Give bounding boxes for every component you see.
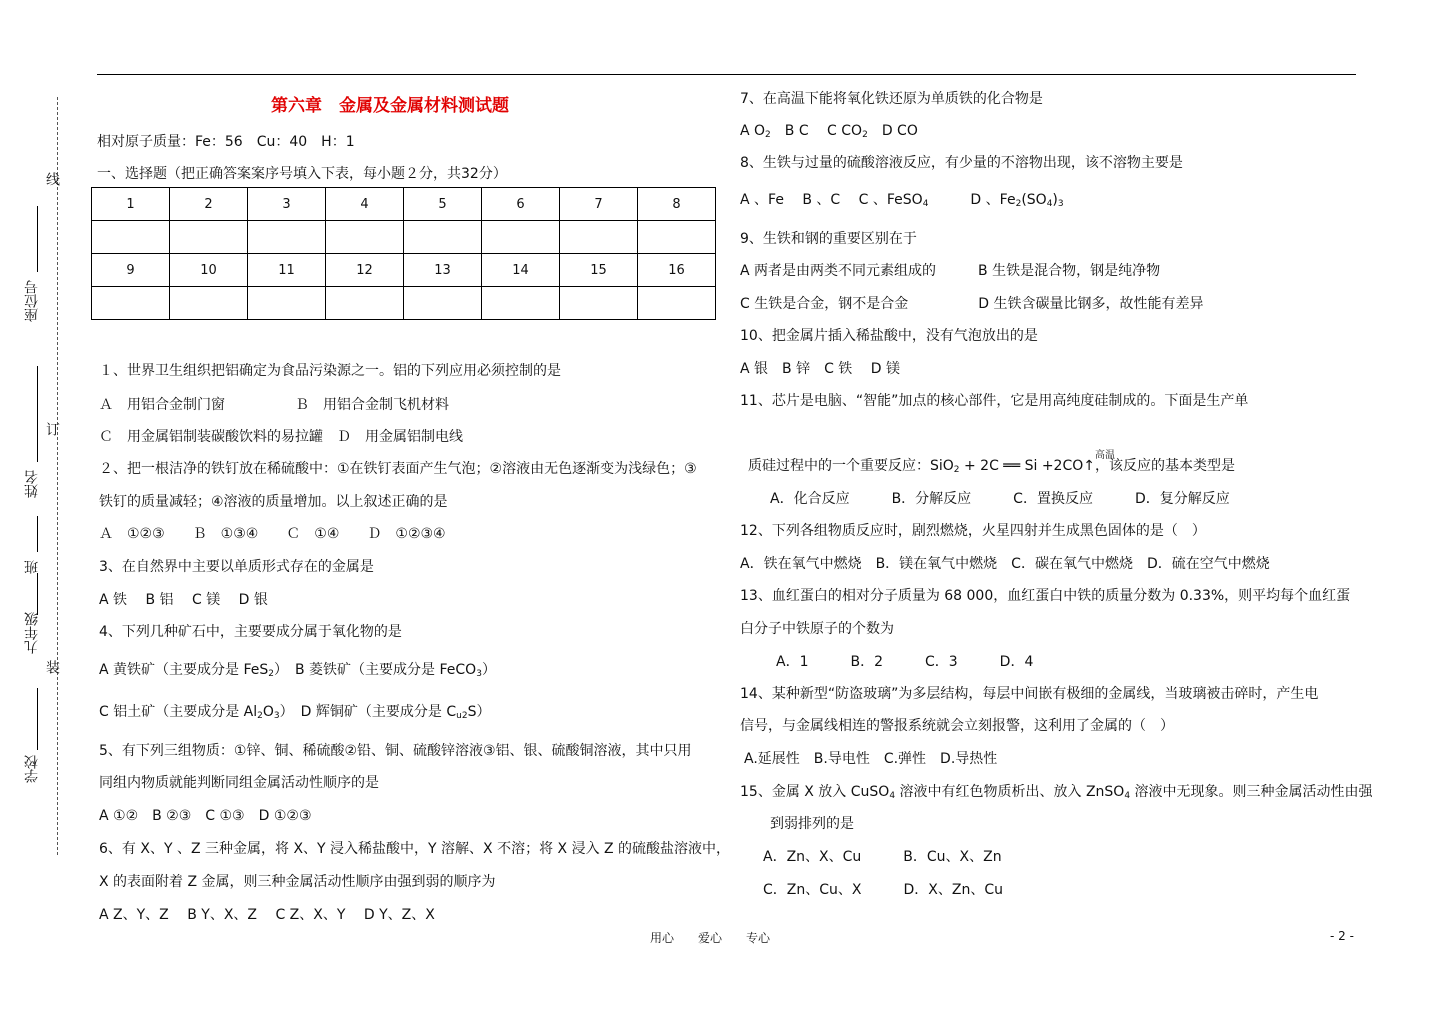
q9-options-ab: A 两者是由两类不同元素组成的 B 生铁是混合物，钢是纯净物 [740, 263, 1161, 279]
q4-options-cd [99, 701, 490, 721]
q11-stem-line2 [748, 455, 1235, 475]
q9-stem: 9、生铁和钢的重要区别在于 [740, 231, 917, 247]
side-school-label: 学校 [24, 755, 40, 783]
answer-cell[interactable] [404, 221, 482, 254]
text-fragment: 15、金属 X 放入 CuSO [740, 784, 890, 800]
q7-options [740, 120, 918, 140]
text-fragment: A 、Fe B 、C C 、FeSO [740, 192, 923, 208]
q5-stem-line1: 5、有下列三组物质：①锌、铜、稀硫酸②铅、铜、硫酸锌溶液③铝、银、硫酸铜溶液，其中只用 [99, 743, 692, 759]
answer-col-2: 2 [170, 188, 248, 221]
answer-col-6: 6 [482, 188, 560, 221]
answer-cell[interactable] [326, 221, 404, 254]
atomic-mass-note: 相对原子质量：Fe：56 Cu：40 H：1 [97, 134, 355, 150]
q4-option-c: C 铝土矿（主要成分是 Al [99, 704, 258, 720]
answer-cell[interactable] [560, 287, 638, 320]
side-ding-mark: 订 [44, 422, 60, 436]
q11-reaction-condition: 高温 [1095, 450, 1115, 461]
text-fragment: 质硅过程中的一个重要反应：SiO [748, 458, 954, 474]
answer-cell[interactable] [404, 287, 482, 320]
q13-stem-line2: 白分子中铁原子的个数为 [740, 621, 894, 637]
answer-col-15: 15 [560, 254, 638, 287]
q9-options-cd: C 生铁是合金，钢不是合金 D 生铁含碳量比钢多，故性能有差异 [740, 296, 1204, 312]
side-seat-label: 座位号 [24, 280, 40, 322]
answer-table [91, 187, 716, 320]
q15-stem-line1 [740, 781, 1373, 801]
answer-cell[interactable] [638, 287, 716, 320]
answer-table-blank-row [92, 287, 716, 320]
answer-col-14: 14 [482, 254, 560, 287]
subscript: 2 [1015, 199, 1022, 209]
answer-cell[interactable] [170, 287, 248, 320]
text-fragment: 溶液中有红色物质析出、放入 ZnSO [895, 784, 1125, 800]
q3-stem: 3、在自然界中主要以单质形式存在的金属是 [99, 559, 374, 575]
q15-stem-line2: 到弱排列的是 [770, 816, 854, 832]
subscript: 2 [765, 130, 771, 140]
answer-cell[interactable] [248, 287, 326, 320]
subscript: 4 [1046, 199, 1053, 209]
text-fragment: A O [740, 123, 766, 139]
text-fragment: 溶液中无现象。则三种金属活动性由强 [1130, 784, 1373, 800]
answer-col-10: 10 [170, 254, 248, 287]
answer-col-1: 1 [92, 188, 170, 221]
text-fragment: S） [467, 704, 491, 720]
answer-table-header-row [92, 254, 716, 287]
subscript: u2 [456, 711, 468, 721]
q4-options-ab [99, 659, 496, 679]
subscript: 2 [268, 669, 274, 679]
answer-col-12: 12 [326, 254, 404, 287]
text-fragment: O [262, 704, 274, 720]
side-blank-name [37, 366, 38, 462]
q6-stem-line1: 6、有 X、Y 、Z 三种金属，将 X、Y 浸入稀盐酸中，Y 溶解、X 不溶；将 X 浸入 Z 的硫酸盐溶液中， [99, 841, 731, 857]
side-xian-mark: 线 [44, 172, 60, 186]
side-name-label: 姓名 [24, 470, 40, 498]
q7-stem: 7、在高温下能将氧化铁还原为单质铁的化合物是 [740, 91, 1043, 107]
q5-options: A ①② B ②③ C ①③ D ①②③ [99, 808, 312, 824]
q15-options-cd: C．Zn、Cu、X D．X、Zn、Cu [763, 882, 1003, 898]
subscript: 2 [862, 130, 868, 140]
q4-option-b: ） B 菱铁矿（主要成分是 FeCO [274, 662, 477, 678]
q11-options: A．化合反应 B．分解反应 C．置换反应 D．复分解反应 [770, 491, 1230, 507]
side-blank-class [37, 516, 38, 552]
text-fragment: (SO [1021, 192, 1047, 208]
answer-col-5: 5 [404, 188, 482, 221]
side-blank-school [37, 688, 38, 750]
subscript: 4 [889, 791, 896, 801]
q2-stem-line1: ２、把一根洁净的铁钉放在稀硫酸中：①在铁钉表面产生气泡；②溶液由无色逐渐变为浅绿色；③ [99, 461, 697, 477]
q14-options: A.延展性 B.导电性 C.弹性 D.导热性 [744, 751, 998, 767]
subscript: 4 [1124, 791, 1131, 801]
q4-stem: 4、下列几种矿石中，主要要成分属于氧化物的是 [99, 624, 402, 640]
section-heading: 一、选择题（把正确答案案序号填入下表，每小题２分，共32分） [97, 166, 507, 182]
q12-options: A．铁在氧气中燃烧 B．镁在氧气中燃烧 C．碳在氧气中燃烧 D．硫在空气中燃烧 [740, 556, 1270, 572]
q8-options [740, 189, 1064, 209]
subscript: 3 [476, 669, 482, 679]
page-number: - 2 - [1330, 929, 1354, 943]
q8-stem: 8、生铁与过量的硫酸溶液反应，有少量的不溶物出现，该不溶物主要是 [740, 155, 1183, 171]
side-zhuang-mark: 装 [44, 660, 60, 674]
q6-options: A Z、Y、Z B Y、X、Z C Z、X、Y D Y、Z、X [99, 907, 435, 923]
binding-dashed-line [57, 97, 58, 855]
answer-cell[interactable] [638, 221, 716, 254]
text-fragment: ） [481, 662, 496, 678]
q1-options-ab: Ａ 用铝合金制门窗 Ｂ 用铝合金制飞机材料 [99, 397, 449, 413]
text-fragment: D CO [867, 123, 918, 139]
side-blank-grade [37, 573, 38, 615]
subscript: 2 [257, 711, 263, 721]
q2-options: Ａ ①②③ Ｂ ①③④ Ｃ ①④ Ｄ ①②③④ [99, 526, 446, 542]
text-fragment: ) [1052, 192, 1058, 208]
q15-options-ab: A．Zn、X、Cu B．Cu、X、Zn [763, 849, 1002, 865]
top-rule [97, 74, 1356, 75]
answer-table-header-row [92, 188, 716, 221]
answer-col-16: 16 [638, 254, 716, 287]
q10-stem: 10、把金属片插入稀盐酸中，没有气泡放出的是 [740, 328, 1038, 344]
q10-options: A 银 B 锌 C 铁 D 镁 [740, 361, 900, 377]
answer-table-blank-row [92, 221, 716, 254]
answer-cell[interactable] [92, 221, 170, 254]
answer-col-3: 3 [248, 188, 326, 221]
subscript: 3 [1057, 199, 1064, 209]
answer-col-11: 11 [248, 254, 326, 287]
q1-stem: １、世界卫生组织把铝确定为食品污染源之一。铝的下列应用必须控制的是 [99, 363, 561, 379]
q5-stem-line2: 同组内物质就能判断同组金属活动性顺序的是 [99, 775, 379, 791]
answer-col-9: 9 [92, 254, 170, 287]
page-title: 第六章 金属及金属材料测试题 [271, 96, 509, 116]
q4-option-d: ） D 辉铜矿（主要成分是 C [279, 704, 457, 720]
answer-cell[interactable] [92, 287, 170, 320]
subscript: 2 [953, 465, 960, 475]
answer-cell[interactable] [170, 221, 248, 254]
answer-cell[interactable] [560, 221, 638, 254]
side-class-label: 班 [24, 560, 40, 574]
text-fragment: + 2C ══ Si +2CO↑，该反应的基本类型是 [959, 458, 1235, 474]
answer-col-13: 13 [404, 254, 482, 287]
answer-cell[interactable] [326, 287, 404, 320]
side-grade-label: 九年级 [24, 612, 40, 654]
answer-cell[interactable] [482, 287, 560, 320]
q6-stem-line2: X 的表面附着 Z 金属，则三种金属活动性顺序由强到弱的顺序为 [99, 874, 496, 890]
footer-motto: 用心 爱心 专心 [650, 931, 771, 945]
answer-cell[interactable] [482, 221, 560, 254]
answer-col-4: 4 [326, 188, 404, 221]
text-fragment: D 、Fe [928, 192, 1016, 208]
q3-options: A 铁 B 铝 C 镁 D 银 [99, 592, 268, 608]
q1-options-cd: Ｃ 用金属铝制装碳酸饮料的易拉罐 Ｄ 用金属铝制电线 [99, 429, 463, 445]
text-fragment: B C C CO [770, 123, 863, 139]
side-blank-seat [37, 206, 38, 272]
q12-stem: 12、下列各组物质反应时，剧烈燃烧，火星四射并生成黑色固体的是（ ） [740, 523, 1206, 539]
answer-col-8: 8 [638, 188, 716, 221]
q2-stem-line2: 铁钉的质量减轻；④溶液的质量增加。以上叙述正确的是 [99, 494, 448, 510]
answer-cell[interactable] [248, 221, 326, 254]
q4-option-a: A 黄铁矿（主要成分是 FeS [99, 662, 269, 678]
q14-stem-line1: 14、某种新型“防盗玻璃”为多层结构，每层中间嵌有极细的金属线，当玻璃被击碎时，产生电 [740, 686, 1319, 702]
subscript: 4 [922, 199, 929, 209]
q14-stem-line2: 信号，与金属线相连的警报系统就会立刻报警，这利用了金属的（ ） [740, 718, 1174, 734]
q13-stem-line1: 13、血红蛋白的相对分子质量为 68 000，血红蛋白中铁的质量分数为 0.33%，则平均每个血红蛋 [740, 588, 1351, 604]
q13-options: A．1 B．2 C．3 D．4 [776, 654, 1034, 670]
answer-col-7: 7 [560, 188, 638, 221]
subscript: 3 [273, 711, 280, 721]
q11-stem-line1: 11、芯片是电脑、“智能”加点的核心部件，它是用高纯度硅制成的。下面是生产单 [740, 393, 1249, 409]
